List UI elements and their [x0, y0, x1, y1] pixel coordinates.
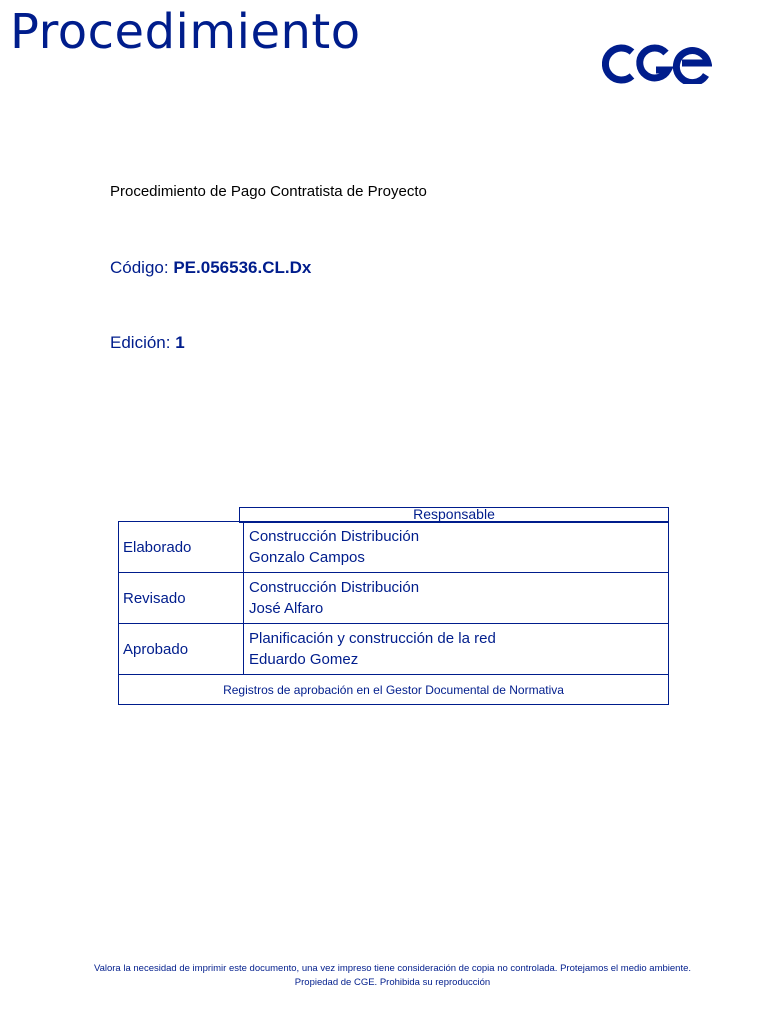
cge-logo — [602, 44, 712, 84]
edition-label: Edición: — [110, 333, 171, 352]
table-row — [119, 573, 669, 624]
edition-value: 1 — [175, 333, 185, 352]
role-cell: Aprobado — [119, 624, 244, 675]
footer-property-notice: Propiedad de CGE. Prohibida su reproducción — [294, 977, 491, 988]
responsible-cell — [244, 624, 669, 675]
responsible-area: Planificación y construcción de la red — [249, 630, 496, 647]
table-row — [119, 522, 669, 573]
page-footer — [0, 962, 768, 990]
document-type-title: Procedimiento — [10, 4, 361, 60]
responsible-header: Responsable — [239, 507, 669, 523]
responsible-person: Eduardo Gomez — [249, 651, 359, 668]
responsible-cell — [244, 522, 669, 573]
role-cell: Revisado — [119, 573, 244, 624]
responsible-area: Construcción Distribución — [249, 528, 420, 545]
procedure-name: Procedimiento de Pago Contratista de Proyecto — [110, 183, 427, 200]
code-label: Código: — [110, 258, 169, 277]
responsible-person: José Alfaro — [249, 600, 324, 617]
approval-records-note: Registros de aprobación en el Gestor Documental de Normativa — [119, 675, 669, 705]
responsible-person: Gonzalo Campos — [249, 549, 365, 566]
responsible-cell — [244, 573, 669, 624]
document-edition — [110, 332, 185, 354]
approval-rows — [118, 521, 669, 705]
table-row — [119, 624, 669, 675]
footer-print-notice: Valora la necesidad de imprimir este documento, una vez impreso tiene consideración de copia no controlada. Protejamos el medio ambiente. — [93, 963, 692, 974]
responsible-area: Construcción Distribución — [249, 579, 420, 596]
table-footer-row — [119, 675, 669, 705]
role-cell: Elaborado — [119, 522, 244, 573]
code-value: PE.056536.CL.Dx — [173, 258, 312, 277]
document-code — [110, 257, 311, 279]
